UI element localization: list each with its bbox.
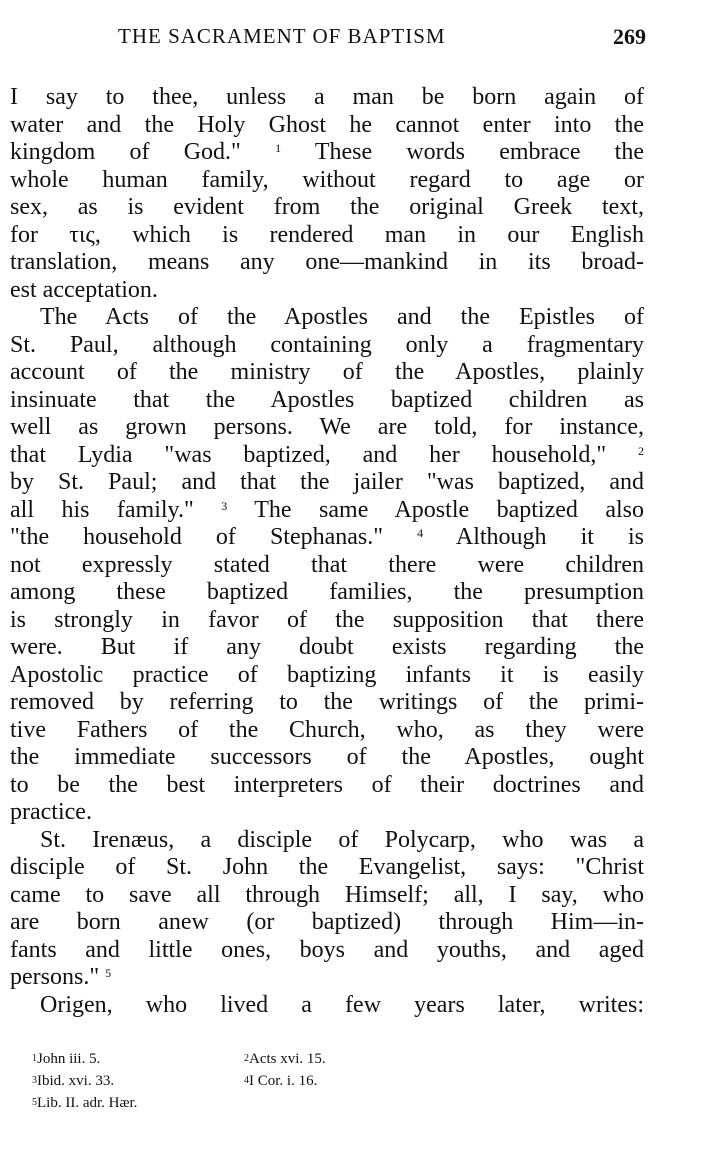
text-line: St. Irenæus, a disciple of Polycarp, who was a (40, 826, 644, 853)
footnote-marker: 5 (105, 966, 112, 980)
footnote-row (32, 1070, 532, 1092)
footnote-2: $^2$Acts xvi. 15. (244, 1051, 326, 1067)
text-line: for τις, which is rendered man in our English (10, 221, 644, 248)
text-line: sex, as is evident from the original Greek text, (10, 194, 644, 220)
text-line: practice. (10, 799, 92, 825)
text-line: est acceptation. (10, 276, 158, 303)
page-number: 269 (613, 24, 646, 49)
text-line: were. But if any doubt exists regarding the (10, 634, 644, 660)
text-line: fants and little ones, boys and youths, and aged (10, 936, 644, 963)
text-line: account of the ministry of the Apostles, plainly (10, 359, 644, 385)
footnote-marker: 4 (417, 526, 424, 540)
text-line: insinuate that the Apostles baptized children as (10, 386, 644, 413)
text-line: the immediate successors of the Apostles, ought (10, 744, 644, 770)
text-line: removed by referring to the writings of the primi- (10, 689, 644, 715)
footnote-1: $^1$John iii. 5. (32, 1051, 101, 1067)
text-line: all his family." $^3$ The same Apostle baptized also (10, 496, 644, 523)
text-line: well as grown persons. We are told, for instance, (10, 414, 644, 440)
footnotes (32, 1048, 532, 1114)
text-line: water and the Holy Ghost he cannot enter into the (10, 111, 644, 138)
running-title: THE SACRAMENT OF BAPTISM (118, 24, 446, 48)
footnote-row (32, 1092, 532, 1114)
text-line: translation, means any one—mankind in its broad- (10, 249, 644, 275)
text-line: disciple of St. John the Evangelist, says: "Christ (10, 854, 644, 880)
footnote-3: $^3$Ibid. xvi. 33. (32, 1073, 115, 1089)
footnote-marker: 2 (638, 443, 644, 458)
text-line: to be the best interpreters of their doctrines and (10, 771, 644, 798)
footnote-row (32, 1048, 532, 1070)
text-line: is strongly in favor of the supposition that there (10, 606, 644, 633)
text-line: "the household of Stephanas." $^4$ Although it is (10, 524, 644, 550)
text-line: persons." $^5$ (10, 964, 112, 990)
text-line: are born anew (or baptized) through Him—in- (10, 909, 644, 935)
footnote-5: $^5$Lib. II. adr. Hær. (32, 1095, 138, 1111)
text-line: I say to thee, unless a man be born again of (10, 84, 644, 110)
text-line: among these baptized families, the presumption (10, 579, 644, 605)
text-line: not expressly stated that there were children (10, 551, 644, 578)
footnote-4: $^4$I Cor. i. 16. (244, 1073, 318, 1089)
body-text (10, 84, 644, 1019)
text-line: that Lydia "was baptized, and her household," $^2$ (10, 441, 644, 468)
text-line: by St. Paul; and that the jailer "was baptized, and (10, 469, 644, 495)
text-line: Apostolic practice of baptizing infants it is easily (10, 661, 644, 688)
text-line: St. Paul, although containing only a fragmentary (10, 331, 644, 358)
running-header (10, 24, 646, 54)
text-line: kingdom of God." $^1$ These words embrace the (10, 139, 644, 165)
footnote-marker: 1 (275, 141, 282, 155)
text-line: whole human family, without regard to age or (10, 166, 644, 193)
text-line: Origen, who lived a few years later, writes: (40, 991, 644, 1018)
text-line: came to save all through Himself; all, I say, who (10, 881, 644, 908)
text-line: The Acts of the Apostles and the Epistles of (40, 304, 644, 330)
footnote-marker: 3 (221, 498, 228, 513)
text-line: tive Fathers of the Church, who, as they were (10, 716, 644, 743)
